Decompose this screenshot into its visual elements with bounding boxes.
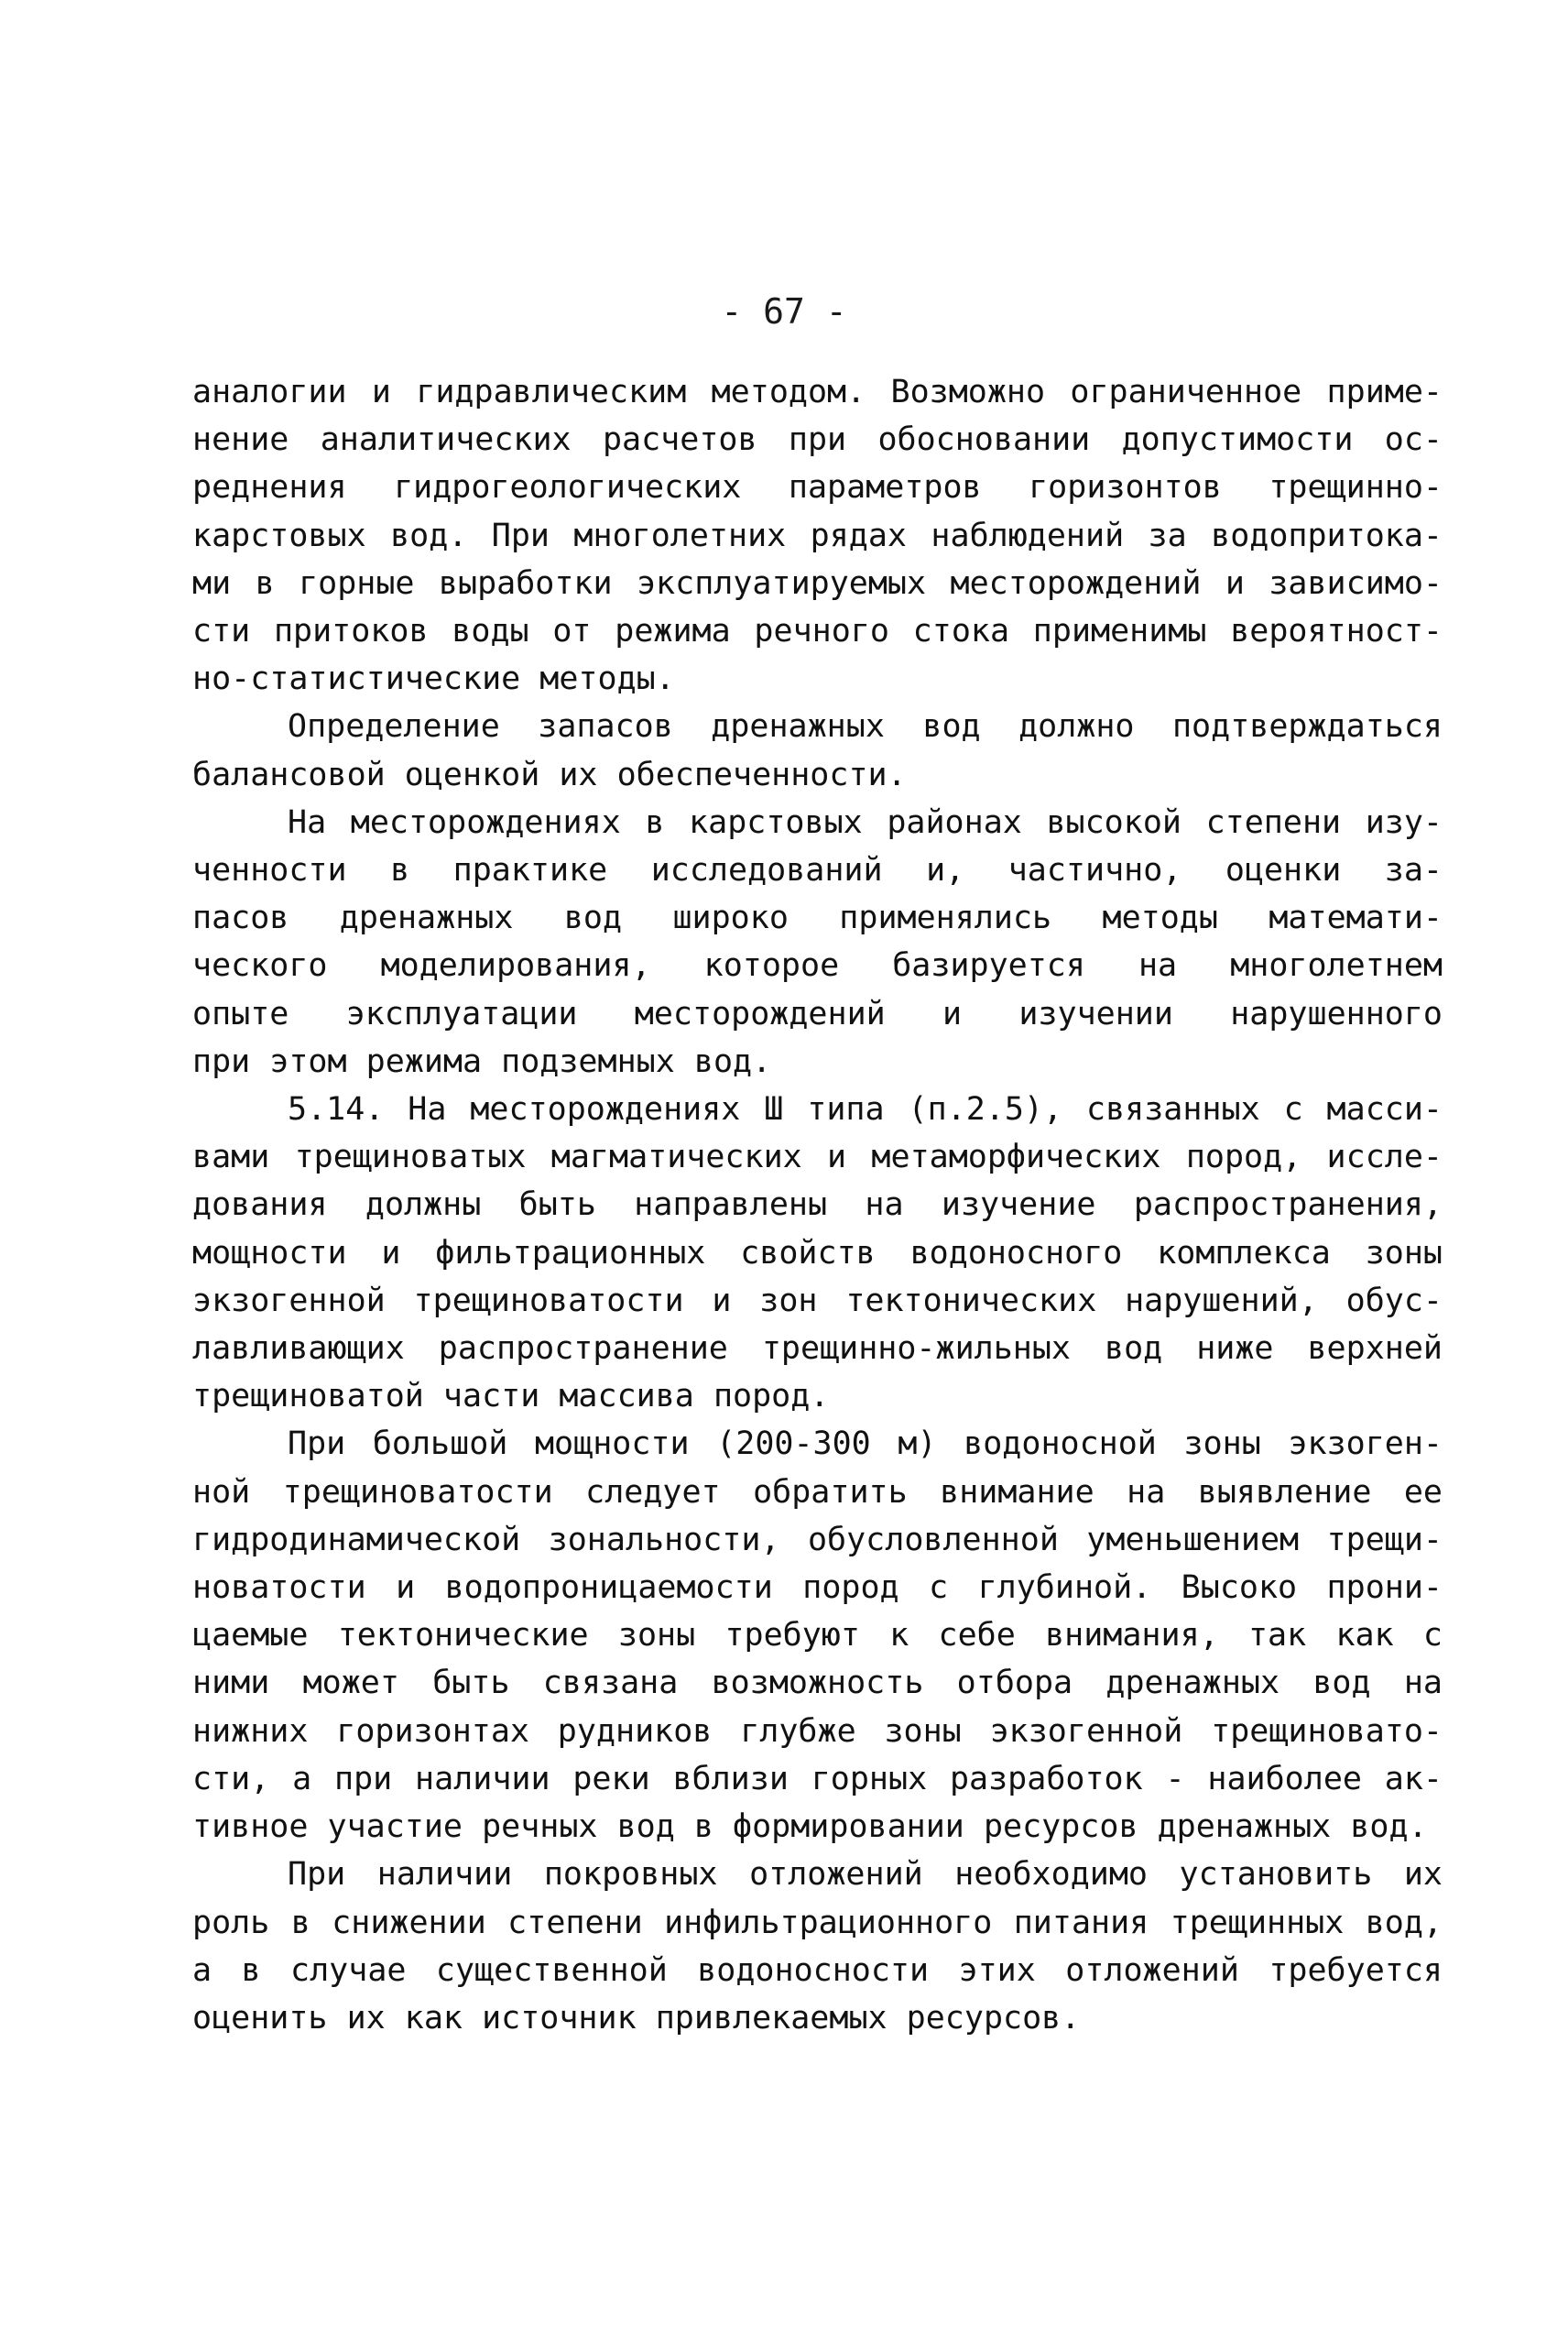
text-line: пасов дренажных вод широко применялись методы математи- — [192, 900, 1443, 937]
text-line: опыте эксплуатации месторождений и изучении нарушенного — [192, 995, 1443, 1032]
text-line: при этом режима подземных вод. — [192, 1043, 772, 1080]
text-line: оценить их как источник привлекаемых ресурсов. — [192, 1999, 1081, 2037]
text-line: новатости и водопроницаемости пород с глубиной. Высоко прони- — [192, 1569, 1443, 1607]
body-text — [192, 368, 1443, 2042]
text-line: нение аналитических расчетов при обосновании допустимости ос- — [192, 421, 1443, 459]
paragraph-2 — [192, 703, 1443, 798]
paragraph-5 — [192, 1420, 1443, 1851]
text-line: сти, а при наличии реки вблизи горных разработок - наиболее ак- — [192, 1760, 1443, 1797]
text-line: 5.14. На месторождениях Ш типа (п.2.5), связанных с масси- — [288, 1091, 1443, 1129]
text-line: мощности и фильтрационных свойств водоносного комплекса зоны — [192, 1234, 1443, 1272]
text-line: а в случае существенной водоносности этих отложений требуется — [192, 1951, 1443, 1989]
text-line: ческого моделирования, которое базируется на многолетнем — [192, 947, 1443, 985]
text-line: При большой мощности (200-300 м) водоносной зоны экзоген- — [288, 1425, 1443, 1463]
text-line: Определение запасов дренажных вод должно подтверждаться — [288, 708, 1443, 746]
paragraph-4 — [192, 1086, 1443, 1420]
text-line: нижних горизонтах рудников глубже зоны экзогенной трещиновато- — [192, 1712, 1443, 1750]
text-line: роль в снижении степени инфильтрационного питания трещинных вод, — [192, 1904, 1443, 1941]
text-line: цаемые тектонические зоны требуют к себе внимания, так как с — [192, 1617, 1443, 1654]
text-line: ними может быть связана возможность отбора дренажных вод на — [192, 1665, 1443, 1702]
text-line: На месторождениях в карстовых районах высокой степени изу- — [288, 803, 1443, 841]
text-line: дования должны быть направлены на изучение распространения, — [192, 1186, 1443, 1224]
text-line: лавливающих распространение трещинно-жильных вод ниже верхней — [192, 1330, 1443, 1368]
text-line: трещиноватой части массива пород. — [192, 1378, 830, 1415]
text-line: карстовых вод. При многолетних рядах наблюдений за водопритока- — [192, 517, 1443, 554]
text-line: гидродинамической зональности, обусловленной уменьшением трещи- — [192, 1521, 1443, 1558]
text-line: реднения гидрогеологических параметров горизонтов трещинно- — [192, 469, 1443, 507]
text-line: тивное участие речных вод в формировании ресурсов дренажных вод. — [192, 1808, 1428, 1846]
text-line: балансовой оценкой их обеспеченности. — [192, 756, 907, 793]
text-line: ми в горные выработки эксплуатируемых месторождений и зависимо- — [192, 564, 1443, 602]
paragraph-3 — [192, 799, 1443, 1086]
text-line: При наличии покровных отложений необходимо установить их — [288, 1856, 1443, 1894]
paragraph-1 — [192, 368, 1443, 703]
text-line: ной трещиноватости следует обратить внимание на выявление ее — [192, 1473, 1443, 1511]
text-line: аналогии и гидравлическим методом. Возможно ограниченное приме- — [192, 374, 1443, 410]
text-line: но-статистические методы. — [192, 661, 675, 698]
paragraph-6 — [192, 1851, 1443, 2042]
text-line: вами трещиноватых магматических и метаморфических пород, иссле- — [192, 1139, 1443, 1176]
text-line: экзогенной трещиноватости и зон тектонических нарушений, обус- — [192, 1282, 1443, 1319]
text-line: сти притоков воды от режима речного стока применимы вероятност- — [192, 613, 1443, 650]
text-line: ченности в практике исследований и, частично, оценки за- — [192, 852, 1443, 890]
page-number: - 67 - — [721, 291, 847, 332]
